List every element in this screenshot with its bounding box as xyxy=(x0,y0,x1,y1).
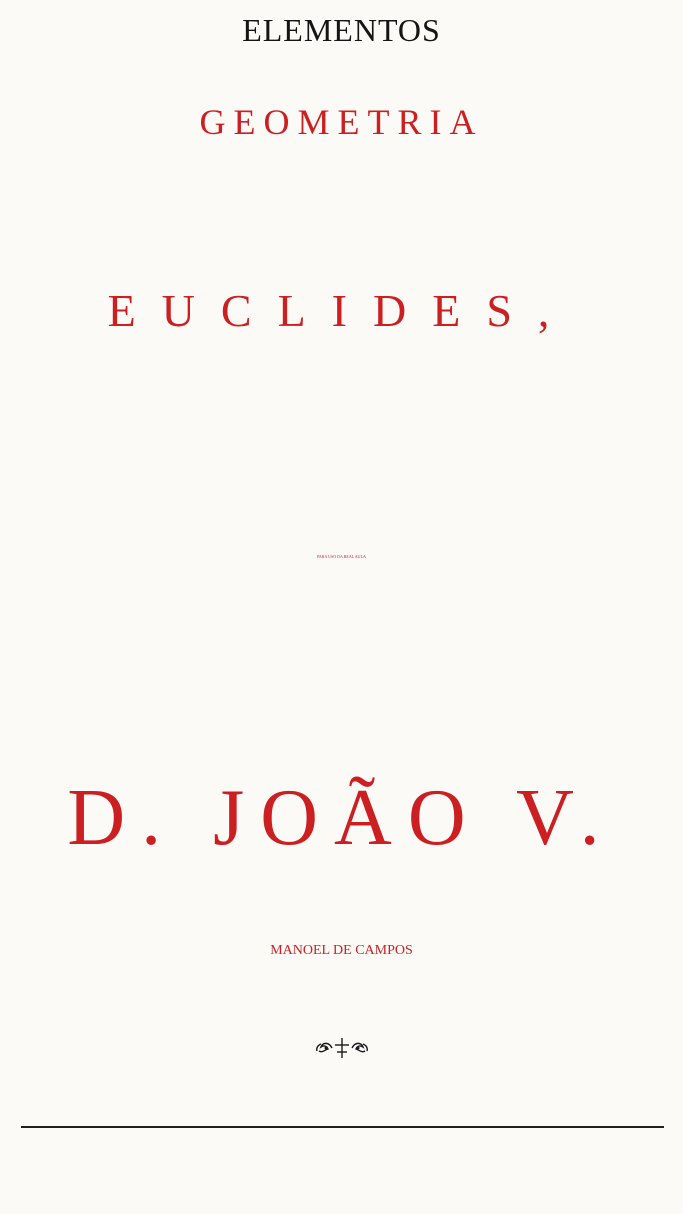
printers-fleuron-cross-icon xyxy=(312,1036,372,1060)
title-geometria: GEOMETRIA xyxy=(199,102,484,142)
title-para-uso: PARA USO DA REAL AULA xyxy=(317,554,366,559)
title-elementos: ELEMENTOS xyxy=(242,12,441,48)
title-euclides: EUCLIDES, xyxy=(107,285,576,336)
title-manoel-de-campos: MANOEL DE CAMPOS xyxy=(270,943,413,958)
imprint-rule xyxy=(21,1126,664,1128)
title-d-joao-v: D. JOÃO V. xyxy=(67,774,616,862)
